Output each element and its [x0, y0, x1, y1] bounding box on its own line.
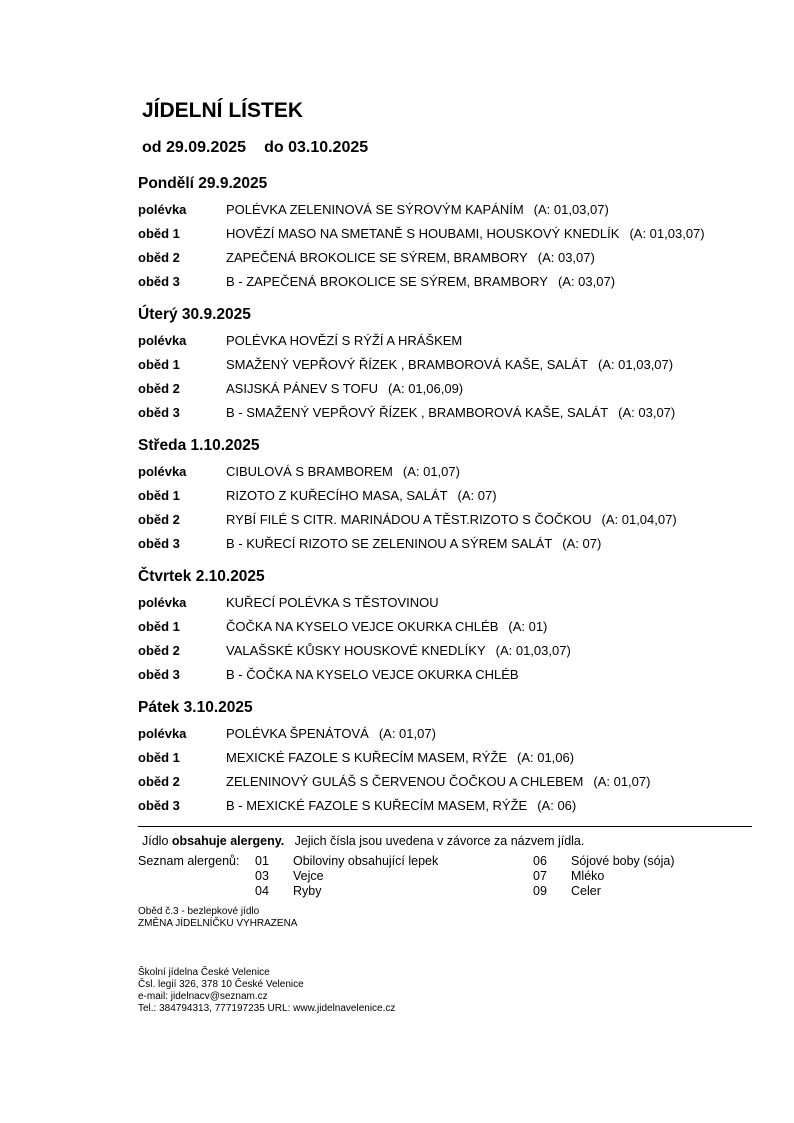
dish-name-wrap [226, 512, 677, 527]
meal-type: polévka [138, 595, 187, 610]
dish-allergens: (A: 07) [562, 536, 602, 551]
meal-type: oběd 1 [138, 750, 180, 765]
dish-allergens: (A: 03,07) [537, 250, 595, 265]
dish-name-wrap [226, 488, 497, 503]
dish-name-wrap [226, 750, 574, 765]
meal-type: oběd 3 [138, 405, 180, 420]
meal-type: oběd 2 [138, 381, 180, 396]
meal-type: oběd 1 [138, 619, 180, 634]
dish-name-wrap [226, 464, 460, 479]
allergen-code: 07 [533, 869, 547, 883]
dish-name: MEXICKÉ FAZOLE S KUŘECÍM MASEM, RÝŽE [226, 750, 507, 765]
meal-type: oběd 3 [138, 667, 180, 682]
allergen-code: 09 [533, 884, 547, 898]
allergen-entry [533, 869, 604, 883]
dish-name-wrap [226, 357, 673, 372]
meal-type: oběd 2 [138, 512, 180, 527]
allergen-entry [533, 854, 675, 868]
dish-allergens: (A: 03,07) [618, 405, 676, 420]
day-heading: Pondělí 29.9.2025 [138, 175, 268, 192]
allergen-entry [255, 884, 321, 898]
date-range [142, 139, 368, 157]
meal-type: oběd 1 [138, 357, 180, 372]
dish-allergens: (A: 01,06,09) [387, 381, 464, 396]
dish-name-wrap [226, 333, 462, 348]
allergen-code: 03 [255, 869, 269, 883]
dish-name: POLÉVKA HOVĚZÍ S RÝŽÍ A HRÁŠKEM [226, 333, 463, 348]
dish-name: POLÉVKA ŠPENÁTOVÁ [226, 726, 369, 741]
dish-name: ASIJSKÁ PÁNEV S TOFU [226, 381, 378, 396]
date-from: od 29.09.2025 [142, 139, 247, 156]
allergen-name: Sójové boby (sója) [571, 854, 675, 868]
footer-phone-url: Tel.: 384794313, 777197235 URL: www.jidelnavelenice.cz [138, 1003, 396, 1014]
dish-name-wrap [226, 595, 439, 610]
dish-name-wrap [226, 774, 650, 789]
allergen-code: 01 [255, 854, 269, 868]
allergen-name: Ryby [293, 884, 322, 898]
dish-allergens: (A: 01,06) [517, 750, 575, 765]
dish-name-wrap [226, 643, 571, 658]
dish-name-wrap [226, 274, 615, 289]
allergen-code: 06 [533, 854, 547, 868]
dish-name-wrap [226, 798, 576, 813]
dish-name-wrap [226, 202, 609, 217]
day-heading: Pátek 3.10.2025 [138, 699, 253, 716]
gluten-free-remark: Oběd č.3 - bezlepkové jídlo [138, 906, 260, 917]
dish-allergens: (A: 01,03,07) [495, 643, 571, 658]
allergen-note-bold: obsahuje alergeny. [171, 834, 285, 848]
dish-allergens: (A: 01,07) [402, 464, 460, 479]
allergen-name: Obiloviny obsahující lepek [293, 854, 439, 868]
dish-name: KUŘECÍ POLÉVKA S TĚSTOVINOU [226, 595, 439, 610]
allergen-name: Vejce [293, 869, 324, 883]
dish-allergens: (A: 01,03,07) [533, 202, 609, 217]
dish-name: RYBÍ FILÉ S CITR. MARINÁDOU A TĚST.RIZOTO S ČOČKOU [226, 512, 592, 527]
meal-type: oběd 1 [138, 488, 180, 503]
allergen-entry [533, 884, 601, 898]
meal-type: oběd 1 [138, 226, 180, 241]
page-title: JÍDELNÍ LÍSTEK [142, 99, 304, 122]
dish-name: POLÉVKA ZELENINOVÁ SE SÝROVÝM KAPÁNÍM [226, 202, 524, 217]
allergen-note [142, 834, 584, 848]
meal-type: oběd 3 [138, 536, 180, 551]
dish-allergens: (A: 06) [537, 798, 577, 813]
dish-name: ČOČKA NA KYSELO VEJCE OKURKA CHLÉB [226, 619, 499, 634]
allergen-list-label: Seznam alergenů: [138, 854, 240, 868]
dish-name: RIZOTO Z KUŘECÍHO MASA, SALÁT [226, 488, 448, 503]
dish-allergens: (A: 01,03,07) [629, 226, 705, 241]
dish-name: CIBULOVÁ S BRAMBOREM [226, 464, 393, 479]
dish-allergens: (A: 01,03,07) [597, 357, 674, 372]
dish-name: B - ZAPEČENÁ BROKOLICE SE SÝREM, BRAMBORY [226, 274, 548, 289]
dish-name-wrap [226, 726, 436, 741]
dish-name-wrap [226, 381, 463, 396]
dish-allergens: (A: 01,07) [593, 774, 651, 789]
dish-name: ZAPEČENÁ BROKOLICE SE SÝREM, BRAMBORY [226, 250, 528, 265]
dish-name: B - KUŘECÍ RIZOTO SE ZELENINOU A SÝREM SALÁT [226, 536, 553, 551]
meal-type: polévka [138, 726, 187, 741]
meal-type: oběd 2 [138, 250, 180, 265]
dish-allergens: (A: 01,07) [378, 726, 436, 741]
meal-type: oběd 3 [138, 274, 180, 289]
dish-name-wrap [226, 405, 675, 420]
meal-type: polévka [138, 333, 187, 348]
allergen-name: Celer [571, 884, 601, 898]
dish-allergens: (A: 03,07) [557, 274, 616, 289]
day-heading: Úterý 30.9.2025 [138, 306, 251, 323]
dish-allergens: (A: 07) [457, 488, 497, 503]
allergen-entry [255, 854, 438, 868]
meal-type: polévka [138, 202, 187, 217]
meal-type: oběd 2 [138, 643, 180, 658]
footer-contact [138, 967, 395, 1015]
allergen-note-rest: Jejich čísla jsou uvedena v závorce za názvem jídla. [294, 834, 585, 848]
dish-name: VALAŠSKÉ KŮSKY HOUSKOVÉ KNEDLÍKY [226, 643, 486, 658]
dish-allergens: (A: 01) [508, 619, 548, 634]
dish-name-wrap [226, 536, 601, 551]
dish-name: B - MEXICKÉ FAZOLE S KUŘECÍM MASEM, RÝŽE [226, 798, 528, 813]
dish-name-wrap [226, 619, 547, 634]
meal-type: polévka [138, 464, 187, 479]
dish-name: B - SMAŽENÝ VEPŘOVÝ ŘÍZEK , BRAMBOROVÁ KAŠE, SALÁT [226, 405, 609, 420]
dish-name-wrap [226, 667, 519, 682]
meal-type: oběd 2 [138, 774, 180, 789]
allergen-entry [255, 869, 324, 883]
dish-name: HOVĚZÍ MASO NA SMETANĚ S HOUBAMI, HOUSKOVÝ KNEDLÍK [226, 226, 620, 241]
footer-address: Čsl. legií 326, 378 10 České Velenice [138, 979, 304, 990]
dish-name: B - ČOČKA NA KYSELO VEJCE OKURKA CHLÉB [226, 667, 519, 682]
dish-name: ZELENINOVÝ GULÁŠ S ČERVENOU ČOČKOU A CHLEBEM [226, 774, 584, 789]
change-reserved-remark: ZMĚNA JÍDELNÍČKU VYHRAZENA [138, 918, 298, 929]
day-heading: Čtvrtek 2.10.2025 [138, 568, 265, 585]
dish-name-wrap [226, 250, 595, 265]
footer-name: Školní jídelna České Velenice [138, 967, 270, 978]
dish-allergens: (A: 01,04,07) [601, 512, 677, 527]
divider [138, 826, 752, 827]
meal-type: oběd 3 [138, 798, 180, 813]
date-to: do 03.10.2025 [264, 139, 369, 156]
dish-name-wrap [226, 226, 705, 241]
allergen-name: Mléko [571, 869, 605, 883]
day-heading: Středa 1.10.2025 [138, 437, 260, 454]
dish-name: SMAŽENÝ VEPŘOVÝ ŘÍZEK , BRAMBOROVÁ KAŠE, SALÁT [226, 357, 588, 372]
remarks [138, 906, 297, 930]
allergen-code: 04 [255, 884, 269, 898]
allergen-note-prefix: Jídlo [142, 834, 169, 848]
footer-email: e-mail: jidelnacv@seznam.cz [138, 991, 268, 1002]
